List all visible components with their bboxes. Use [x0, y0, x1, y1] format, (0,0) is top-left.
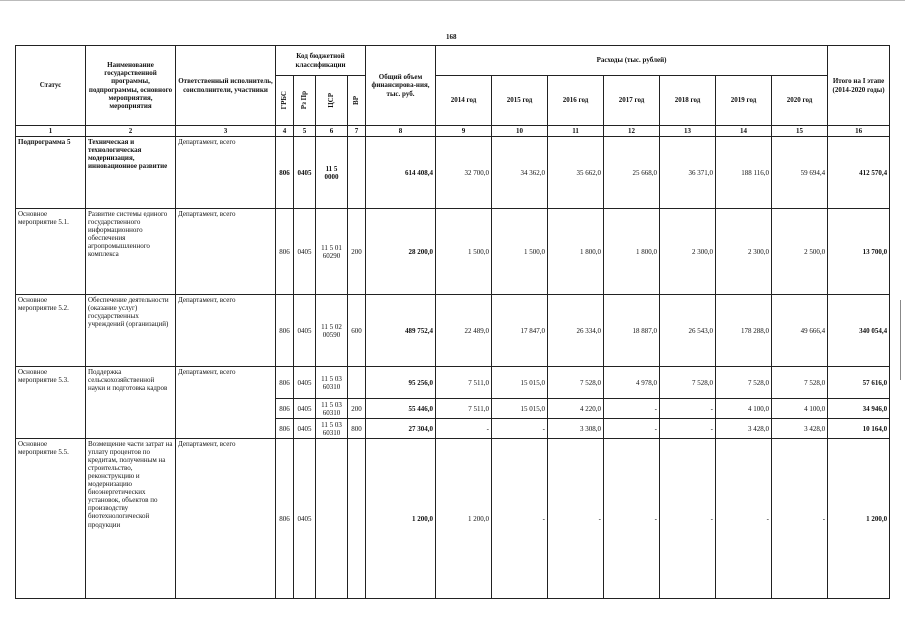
cell-y2016: - — [548, 439, 604, 599]
header-budget-code: Код бюджетной классификации — [276, 46, 366, 76]
cell-executor: Департамент, всего — [176, 295, 276, 367]
cell-name: Возмещение части затрат на уплату процентов по кредитам, полученным на строительство, реконструкцию и модернизацию биоэнергетических установок, объектов по производству биотехнологической продукции — [86, 439, 176, 599]
cell-grbs: 806 — [276, 209, 294, 295]
cell-y2016: 35 662,0 — [548, 137, 604, 209]
cell-grbs: 806 — [276, 439, 294, 599]
cell-y2014: 1 200,0 — [436, 439, 492, 599]
cell-y2016: 1 800,0 — [548, 209, 604, 295]
cell-y2014: 32 700,0 — [436, 137, 492, 209]
cell-y2016: 3 308,0 — [548, 419, 604, 439]
cell-csr: 11 5 03 60310 — [316, 399, 348, 419]
cell-rzpr: 0405 — [294, 439, 316, 599]
cell-total: 55 446,0 — [366, 399, 436, 419]
cell-rzpr: 0405 — [294, 419, 316, 439]
header-vr: ВР — [348, 76, 366, 126]
cell-total: 489 752,4 — [366, 295, 436, 367]
column-number: 8 — [366, 126, 436, 137]
cell-stage-total: 57 616,0 — [828, 367, 890, 399]
cell-stage-total: 340 054,4 — [828, 295, 890, 367]
cell-rzpr: 0405 — [294, 209, 316, 295]
header-stage-total: Итого на I этапе (2014-2020 годы) — [828, 46, 890, 126]
cell-grbs: 806 — [276, 295, 294, 367]
column-number: 3 — [176, 126, 276, 137]
column-number: 4 — [276, 126, 294, 137]
cell-csr: 11 5 01 60290 — [316, 209, 348, 295]
cell-executor: Департамент, всего — [176, 209, 276, 295]
column-numbers-row — [16, 126, 890, 137]
cell-y2016: 26 334,0 — [548, 295, 604, 367]
cell-status: Подпрограмма 5 — [16, 137, 86, 209]
cell-y2019: 188 116,0 — [716, 137, 772, 209]
header-year: 2016 год — [548, 76, 604, 126]
cell-executor: Департамент, всего — [176, 367, 276, 439]
cell-executor: Департамент, всего — [176, 137, 276, 209]
header-rzpr: Рз Пр — [294, 76, 316, 126]
cell-total: 95 256,0 — [366, 367, 436, 399]
cell-y2017: 1 800,0 — [604, 209, 660, 295]
cell-y2017: 25 668,0 — [604, 137, 660, 209]
cell-vr — [348, 439, 366, 599]
column-number: 16 — [828, 126, 890, 137]
cell-stage-total: 10 164,0 — [828, 419, 890, 439]
cell-vr: 800 — [348, 419, 366, 439]
cell-y2014: - — [436, 419, 492, 439]
column-number: 2 — [86, 126, 176, 137]
header-year: 2017 год — [604, 76, 660, 126]
cell-y2017: 4 978,0 — [604, 367, 660, 399]
budget-table — [15, 45, 890, 599]
cell-vr: 600 — [348, 295, 366, 367]
cell-y2020: 49 666,4 — [772, 295, 828, 367]
cell-y2020: 7 528,0 — [772, 367, 828, 399]
cell-y2015: 15 015,0 — [492, 367, 548, 399]
table-row-measure — [16, 439, 890, 599]
cell-y2019: 178 288,0 — [716, 295, 772, 367]
cell-rzpr: 0405 — [294, 399, 316, 419]
cell-vr: 200 — [348, 209, 366, 295]
header-expenses: Расходы (тыс. рублей) — [436, 46, 828, 76]
cell-y2020: - — [772, 439, 828, 599]
cell-y2017: 18 887,0 — [604, 295, 660, 367]
cell-y2019: 7 528,0 — [716, 367, 772, 399]
header-name: Наименование государственной программы, подпрограммы, основного мероприятия, мероприятия — [86, 46, 176, 126]
header-grbs: ГРБС — [276, 76, 294, 126]
cell-status: Основное мероприятие 5.1. — [16, 209, 86, 295]
header-year: 2014 год — [436, 76, 492, 126]
header-year: 2019 год — [716, 76, 772, 126]
cell-total: 614 408,4 — [366, 137, 436, 209]
cell-stage-total: 13 700,0 — [828, 209, 890, 295]
column-number: 9 — [436, 126, 492, 137]
table-row-measure — [16, 295, 890, 367]
cell-y2015: - — [492, 419, 548, 439]
cell-y2015: 1 500,0 — [492, 209, 548, 295]
cell-y2014: 22 489,0 — [436, 295, 492, 367]
scan-line-top — [0, 0, 905, 1]
column-number: 5 — [294, 126, 316, 137]
cell-vr — [348, 367, 366, 399]
cell-y2018: 36 371,0 — [660, 137, 716, 209]
cell-name: Развитие системы единого государственного информационного обеспечения агропромышленного комплекса — [86, 209, 176, 295]
table-row-measure — [16, 367, 890, 399]
cell-y2017: - — [604, 419, 660, 439]
column-number: 10 — [492, 126, 548, 137]
cell-y2020: 3 428,0 — [772, 419, 828, 439]
table-row-subprogram — [16, 137, 890, 209]
cell-y2020: 2 500,0 — [772, 209, 828, 295]
cell-y2014: 7 511,0 — [436, 367, 492, 399]
cell-name: Обеспечение деятельности (оказание услуг) государственных учреждений (организаций) — [86, 295, 176, 367]
column-number: 1 — [16, 126, 86, 137]
cell-status: Основное мероприятие 5.3. — [16, 367, 86, 439]
column-number: 7 — [348, 126, 366, 137]
cell-y2019: 3 428,0 — [716, 419, 772, 439]
cell-y2016: 4 220,0 — [548, 399, 604, 419]
header-year: 2020 год — [772, 76, 828, 126]
column-number: 13 — [660, 126, 716, 137]
cell-total: 1 200,0 — [366, 439, 436, 599]
cell-csr — [316, 439, 348, 599]
cell-y2018: 7 528,0 — [660, 367, 716, 399]
cell-y2014: 7 511,0 — [436, 399, 492, 419]
header-total-volume: Общий объем финансирова-ния, тыс. руб. — [366, 46, 436, 126]
cell-executor: Департамент, всего — [176, 439, 276, 599]
cell-grbs: 806 — [276, 419, 294, 439]
cell-y2020: 59 694,4 — [772, 137, 828, 209]
column-number: 15 — [772, 126, 828, 137]
cell-csr: 11 5 0000 — [316, 137, 348, 209]
header-executor: Ответственный исполнитель, соисполнители, участники — [176, 46, 276, 126]
cell-grbs: 806 — [276, 367, 294, 399]
cell-y2018: - — [660, 439, 716, 599]
cell-y2015: 15 015,0 — [492, 399, 548, 419]
cell-stage-total: 34 946,0 — [828, 399, 890, 419]
cell-y2020: 4 100,0 — [772, 399, 828, 419]
table-row-measure — [16, 209, 890, 295]
cell-status: Основное мероприятие 5.2. — [16, 295, 86, 367]
cell-csr: 11 5 03 60310 — [316, 367, 348, 399]
cell-y2019: 4 100,0 — [716, 399, 772, 419]
cell-stage-total: 1 200,0 — [828, 439, 890, 599]
cell-y2019: - — [716, 439, 772, 599]
scan-edge-mark — [900, 300, 901, 380]
cell-y2015: 34 362,0 — [492, 137, 548, 209]
header-year: 2015 год — [492, 76, 548, 126]
header-year: 2018 год — [660, 76, 716, 126]
column-number: 14 — [716, 126, 772, 137]
cell-y2017: - — [604, 399, 660, 419]
column-number: 6 — [316, 126, 348, 137]
cell-total: 27 304,0 — [366, 419, 436, 439]
cell-grbs: 806 — [276, 399, 294, 419]
cell-y2018: 2 300,0 — [660, 209, 716, 295]
cell-y2015: - — [492, 439, 548, 599]
cell-csr: 11 5 03 60310 — [316, 419, 348, 439]
cell-y2014: 1 500,0 — [436, 209, 492, 295]
cell-status: Основное мероприятие 5.5. — [16, 439, 86, 599]
column-number: 11 — [548, 126, 604, 137]
page-number: 168 — [446, 33, 457, 41]
cell-name: Поддержка сельскохозяйственной науки и подготовка кадров — [86, 367, 176, 439]
cell-total: 28 200,0 — [366, 209, 436, 295]
cell-vr: 200 — [348, 399, 366, 419]
cell-vr — [348, 137, 366, 209]
cell-rzpr: 0405 — [294, 367, 316, 399]
column-number: 12 — [604, 126, 660, 137]
cell-y2015: 17 847,0 — [492, 295, 548, 367]
cell-y2018: - — [660, 419, 716, 439]
header-status: Статус — [16, 46, 86, 126]
cell-y2016: 7 528,0 — [548, 367, 604, 399]
cell-rzpr: 0405 — [294, 295, 316, 367]
cell-name: Техническая и технологическая модернизация, инновационное развитие — [86, 137, 176, 209]
header-csr: ЦСР — [316, 76, 348, 126]
cell-y2017: - — [604, 439, 660, 599]
cell-rzpr: 0405 — [294, 137, 316, 209]
cell-y2019: 2 300,0 — [716, 209, 772, 295]
cell-y2018: - — [660, 399, 716, 419]
cell-stage-total: 412 570,4 — [828, 137, 890, 209]
cell-csr: 11 5 02 00590 — [316, 295, 348, 367]
cell-y2018: 26 543,0 — [660, 295, 716, 367]
cell-grbs: 806 — [276, 137, 294, 209]
